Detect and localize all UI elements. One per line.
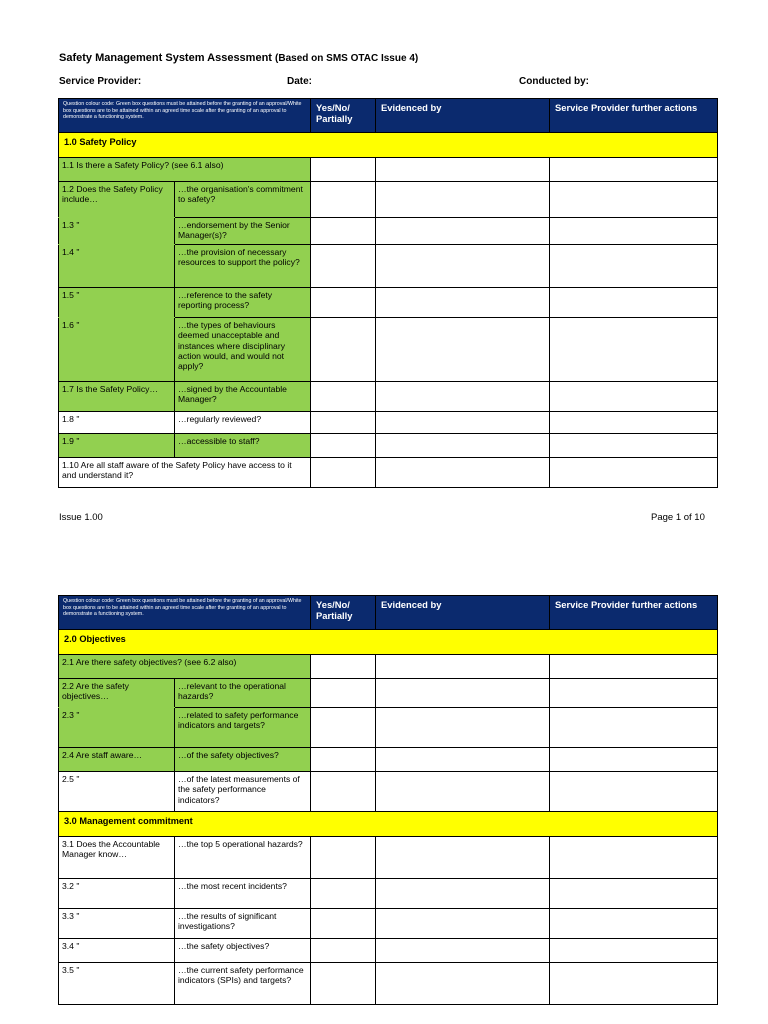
table-header-row [59, 99, 718, 133]
evidence-cell[interactable] [376, 679, 550, 708]
question-3-4-prefix: 3.4 " [59, 939, 175, 963]
table-header-row [59, 596, 718, 630]
issue-number: Issue 1.00 [59, 512, 103, 523]
answer-cell[interactable] [311, 158, 376, 182]
table-row [59, 382, 718, 412]
evidence-cell[interactable] [376, 434, 550, 458]
col-yes-no-partially: Yes/No/ Partially [311, 99, 376, 133]
colour-code-note: Question colour code: Green box questions must be attained before the granting of an approval/White box questions are to be attained within an agreed time scale after the granting of an approval to demonstrate a functioning system. [59, 596, 311, 630]
question-1-7-prefix: 1.7 Is the Safety Policy… [59, 382, 175, 412]
question-3-3-text: …the results of significant investigations? [175, 909, 311, 939]
answer-cell[interactable] [311, 909, 376, 939]
answer-cell[interactable] [311, 879, 376, 909]
section-row [59, 812, 718, 837]
evidence-cell[interactable] [376, 655, 550, 679]
evidence-cell[interactable] [376, 909, 550, 939]
answer-cell[interactable] [311, 182, 376, 218]
table-row [59, 458, 718, 488]
section-title-objectives: 2.0 Objectives [59, 630, 718, 655]
question-2-3-prefix: 2.3 " [59, 708, 175, 748]
question-3-2-prefix: 3.2 " [59, 879, 175, 909]
table-row [59, 909, 718, 939]
evidence-cell[interactable] [376, 218, 550, 245]
question-1-2-text: …the organisation's commitment to safety? [175, 182, 311, 218]
table-row [59, 288, 718, 318]
table-row [59, 245, 718, 288]
evidence-cell[interactable] [376, 182, 550, 218]
table-row [59, 679, 718, 708]
answer-cell[interactable] [311, 458, 376, 488]
action-cell[interactable] [550, 879, 718, 909]
answer-cell[interactable] [311, 708, 376, 748]
action-cell[interactable] [550, 909, 718, 939]
question-1-5-text: …reference to the safety reporting process? [175, 288, 311, 318]
evidence-cell[interactable] [376, 772, 550, 812]
table-row [59, 708, 718, 748]
section-title-safety-policy: 1.0 Safety Policy [59, 133, 718, 158]
table-row [59, 963, 718, 1005]
question-1-3-text: …endorsement by the Senior Manager(s)? [175, 218, 311, 245]
assessment-table-page-1 [58, 98, 718, 488]
answer-cell[interactable] [311, 245, 376, 288]
table-row [59, 655, 718, 679]
evidence-cell[interactable] [376, 382, 550, 412]
question-2-2-text: …relevant to the operational hazards? [175, 679, 311, 708]
action-cell[interactable] [550, 182, 718, 218]
question-2-5-prefix: 2.5 " [59, 772, 175, 812]
evidence-cell[interactable] [376, 939, 550, 963]
service-provider-label: Service Provider: [59, 76, 142, 87]
action-cell[interactable] [550, 288, 718, 318]
table-row [59, 837, 718, 879]
evidence-cell[interactable] [376, 288, 550, 318]
action-cell[interactable] [550, 963, 718, 1005]
action-cell[interactable] [550, 837, 718, 879]
title-suffix: (Based on SMS OTAC Issue 4) [275, 53, 419, 64]
question-1-10: 1.10 Are all staff aware of the Safety Policy have access to it and understand it? [59, 458, 311, 488]
section-row [59, 133, 718, 158]
answer-cell[interactable] [311, 318, 376, 382]
section-title-management-commitment: 3.0 Management commitment [59, 812, 718, 837]
table-row [59, 434, 718, 458]
action-cell[interactable] [550, 748, 718, 772]
question-1-9-text: …accessible to staff? [175, 434, 311, 458]
col-further-actions: Service Provider further actions [550, 596, 718, 630]
section-row [59, 630, 718, 655]
evidence-cell[interactable] [376, 158, 550, 182]
question-2-4-text: …of the safety objectives? [175, 748, 311, 772]
table-row [59, 748, 718, 772]
question-1-8-prefix: 1.8 " [59, 412, 175, 434]
question-1-9-prefix: 1.9 " [59, 434, 175, 458]
action-cell[interactable] [550, 655, 718, 679]
question-2-3-text: …related to safety performance indicators and targets? [175, 708, 311, 748]
question-3-3-prefix: 3.3 " [59, 909, 175, 939]
question-3-5-text: …the current safety performance indicators (SPIs) and targets? [175, 963, 311, 1005]
action-cell[interactable] [550, 679, 718, 708]
question-2-4-prefix: 2.4 Are staff aware… [59, 748, 175, 772]
question-1-1: 1.1 Is there a Safety Policy? (see 6.1 also) [59, 158, 311, 182]
action-cell[interactable] [550, 772, 718, 812]
question-2-2-prefix: 2.2 Are the safety objectives… [59, 679, 175, 708]
question-3-5-prefix: 3.5 " [59, 963, 175, 1005]
action-cell[interactable] [550, 434, 718, 458]
answer-cell[interactable] [311, 963, 376, 1005]
answer-cell[interactable] [311, 939, 376, 963]
question-1-4-text: …the provision of necessary resources to support the policy? [175, 245, 311, 288]
table-row [59, 879, 718, 909]
action-cell[interactable] [550, 318, 718, 382]
action-cell[interactable] [550, 382, 718, 412]
evidence-cell[interactable] [376, 708, 550, 748]
conducted-by-label: Conducted by: [519, 76, 589, 87]
table-row [59, 218, 718, 245]
action-cell[interactable] [550, 245, 718, 288]
page-number: Page 1 of 10 [651, 512, 705, 523]
answer-cell[interactable] [311, 772, 376, 812]
table-row [59, 182, 718, 218]
question-3-2-text: …the most recent incidents? [175, 879, 311, 909]
table-row [59, 939, 718, 963]
document-title [59, 52, 418, 64]
question-1-6-text: …the types of behaviours deemed unacceptable and instances where disciplinary action would, and would not apply? [175, 318, 311, 382]
answer-cell[interactable] [311, 382, 376, 412]
date-label: Date: [287, 76, 313, 87]
answer-cell[interactable] [311, 218, 376, 245]
question-1-7-text: …signed by the Accountable Manager? [175, 382, 311, 412]
col-yes-no-partially: Yes/No/ Partially [311, 596, 376, 630]
table-row [59, 158, 718, 182]
evidence-cell[interactable] [376, 963, 550, 1005]
action-cell[interactable] [550, 158, 718, 182]
answer-cell[interactable] [311, 434, 376, 458]
action-cell[interactable] [550, 412, 718, 434]
action-cell[interactable] [550, 939, 718, 963]
answer-cell[interactable] [311, 748, 376, 772]
evidence-cell[interactable] [376, 458, 550, 488]
answer-cell[interactable] [311, 288, 376, 318]
evidence-cell[interactable] [376, 245, 550, 288]
question-2-5-text: …of the latest measurements of the safety performance indicators? [175, 772, 311, 812]
evidence-cell[interactable] [376, 412, 550, 434]
question-1-3-prefix: 1.3 " [59, 218, 175, 245]
title-main: Safety Management System Assessment [59, 52, 272, 64]
answer-cell[interactable] [311, 655, 376, 679]
col-further-actions: Service Provider further actions [550, 99, 718, 133]
question-1-5-prefix: 1.5 " [59, 288, 175, 318]
answer-cell[interactable] [311, 679, 376, 708]
question-1-6-prefix: 1.6 " [59, 318, 175, 382]
action-cell[interactable] [550, 708, 718, 748]
question-1-4-prefix: 1.4 " [59, 245, 175, 288]
table-row [59, 412, 718, 434]
col-evidenced-by: Evidenced by [376, 596, 550, 630]
evidence-cell[interactable] [376, 837, 550, 879]
action-cell[interactable] [550, 458, 718, 488]
question-1-8-text: …regularly reviewed? [175, 412, 311, 434]
answer-cell[interactable] [311, 837, 376, 879]
table-row [59, 772, 718, 812]
question-3-4-text: …the safety objectives? [175, 939, 311, 963]
col-evidenced-by: Evidenced by [376, 99, 550, 133]
question-2-1: 2.1 Are there safety objectives? (see 6.2 also) [59, 655, 311, 679]
answer-cell[interactable] [311, 412, 376, 434]
question-1-2-prefix: 1.2 Does the Safety Policy include… [59, 182, 175, 218]
evidence-cell[interactable] [376, 748, 550, 772]
evidence-cell[interactable] [376, 879, 550, 909]
evidence-cell[interactable] [376, 318, 550, 382]
colour-code-note: Question colour code: Green box questions must be attained before the granting of an approval/White box questions are to be attained within an agreed time scale after the granting of an approval to demonstrate a functioning system. [59, 99, 311, 133]
question-3-1-text: …the top 5 operational hazards? [175, 837, 311, 879]
question-3-1-prefix: 3.1 Does the Accountable Manager know… [59, 837, 175, 879]
assessment-table-page-2 [58, 595, 718, 1005]
table-row [59, 318, 718, 382]
action-cell[interactable] [550, 218, 718, 245]
